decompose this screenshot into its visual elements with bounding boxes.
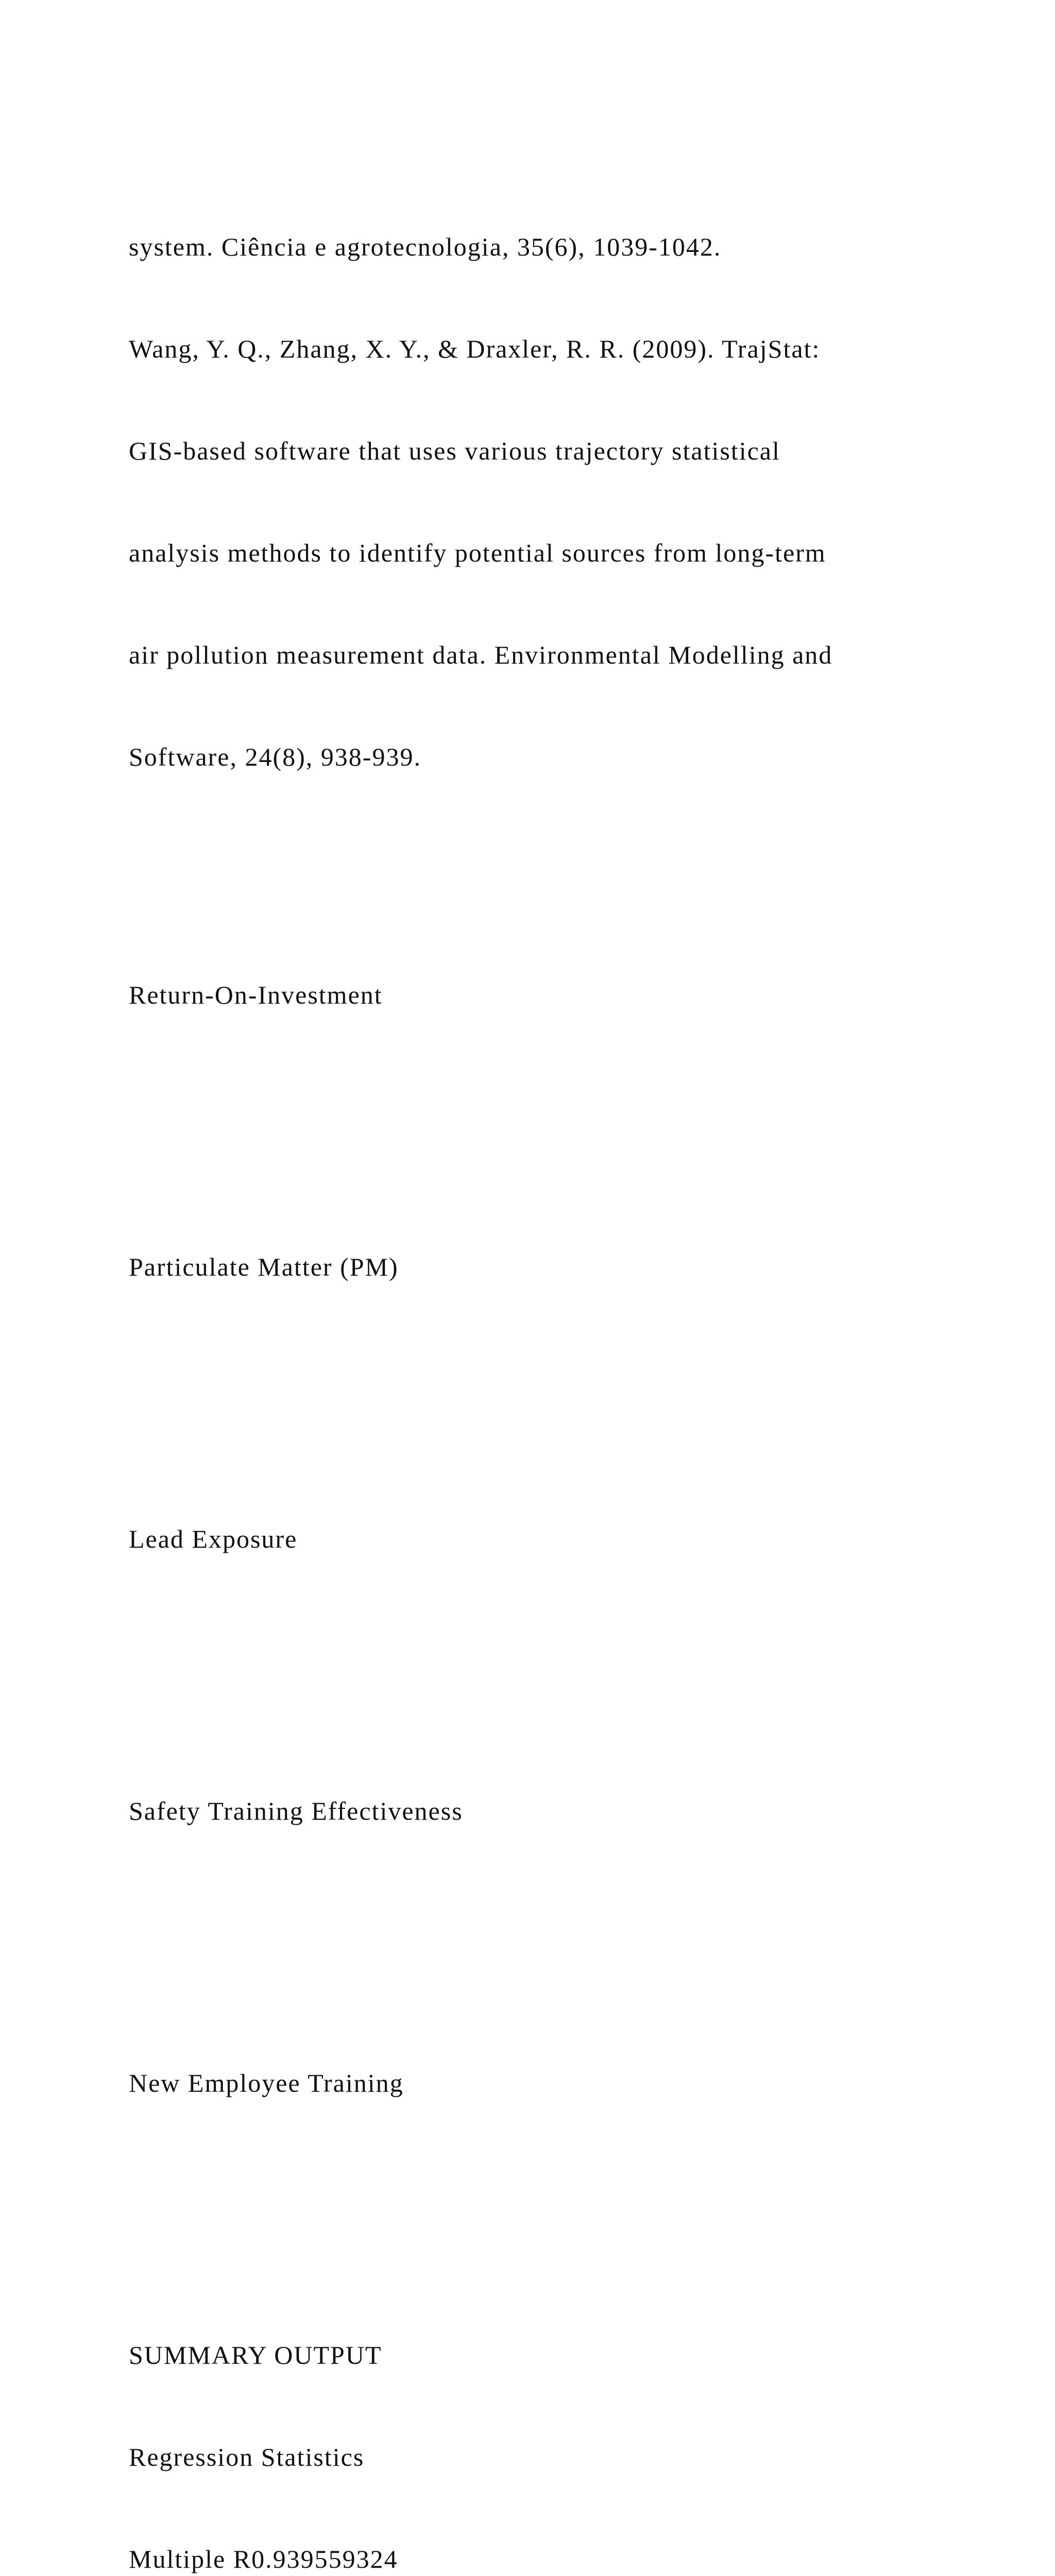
reference-line: analysis methods to identify potential sources from long-term <box>129 538 826 567</box>
spacer <box>129 1930 932 1998</box>
topic-heading: Return-On-Investment <box>129 980 383 1009</box>
topic-heading: Particulate Matter (PM) <box>129 1252 399 1281</box>
reference-line: Wang, Y. Q., Zhang, X. Y., & Draxler, R. R. (2009). TrajStat: <box>129 334 821 363</box>
reference-line: air pollution measurement data. Environmental Modelling and <box>129 640 833 669</box>
reference-line: GIS-based software that uses various trajectory statistical <box>129 436 780 465</box>
topic-heading: Lead Exposure <box>129 1524 298 1553</box>
spacer <box>129 1114 932 1182</box>
spacer <box>129 876 932 910</box>
reference-line: Software, 24(8), 938-939. <box>129 742 421 771</box>
topic-heading: New Employee Training <box>129 2069 404 2097</box>
multiple-r-row: Multiple R0.939559324 <box>129 2545 398 2573</box>
topic-heading: Safety Training Effectiveness <box>129 1797 463 1825</box>
regression-statistics-heading: Regression Statistics <box>129 2443 365 2471</box>
spacer <box>129 1658 932 1726</box>
document-body <box>129 128 932 2576</box>
summary-output-heading: SUMMARY OUTPUT <box>129 2341 382 2369</box>
spacer <box>129 1386 932 1454</box>
reference-line: system. Ciência e agrotecnologia, 35(6), 1039-1042. <box>129 232 722 261</box>
spacer <box>129 2202 932 2270</box>
